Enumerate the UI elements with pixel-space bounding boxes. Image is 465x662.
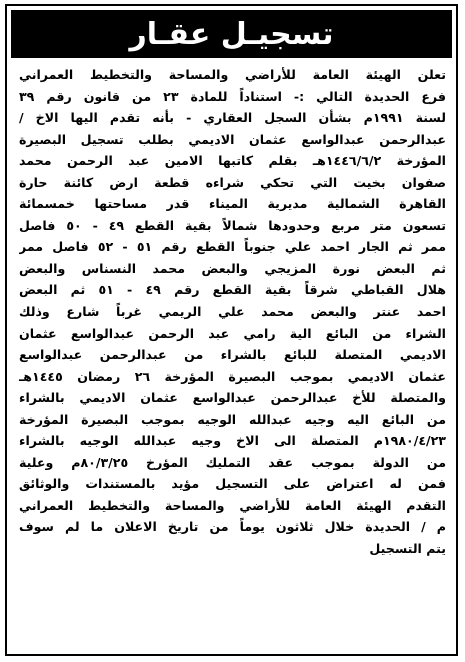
body-line-20: فمن له اعتراض على التسجيل مؤيد بالمستندات والوثائق — [19, 476, 446, 492]
body-line-11: هلال القباطي شرقاً بقية القطع رقم ٤٩ - ٥١ ثم البعض — [19, 282, 446, 298]
body-line-4: عبدالرحمن عبدالواسع عثمان الاديمي بطلب تسجيل البصيرة — [19, 131, 446, 147]
body-line-1: تعلن الهيئة العامة للأراضي والمساحة والتخطيط العمراني — [19, 67, 446, 82]
body-line-14: الاديمي المتصلة للبائع بالشراء من عبدالرحمن عبدالواسع — [19, 347, 446, 363]
body-line-21: التقدم الهيئة العامة للأراضي والمساحة والتخطيط العمراني — [19, 497, 446, 513]
body-line-18: ١٩٨٠/٤/٢٣م المتصلة الى الاخ وجيه عبدالله الوجيه بالشراء — [19, 433, 446, 449]
body-line-22: م / الحديدة خلال ثلاثون يوماً من تاريخ الاعلان ما لم سوف — [19, 519, 446, 535]
body-line-8: تسعون متر مربع وحدودها شمالاً بقية القطع ٤٩ - ٥٠ فاصل — [19, 217, 446, 233]
notice-box — [5, 4, 458, 656]
body-line-6: صفوان بخيت التي تحكي شراءه قطعة ارض كائنة حارة — [19, 174, 446, 190]
body-line-17: من البائع اليه وجيه عبدالله الوجيه بموجب البصيرة المؤرخة — [19, 411, 446, 427]
body-line-15: عثمان الاديمي بموجب البصيرة المؤرخة ٢٦ رمضان ١٤٤٥هـ — [19, 368, 446, 384]
notice-title: تسجيـل عقـار — [129, 16, 334, 52]
body-line-23: يتم التسجيل — [369, 541, 446, 557]
body-line-19: من الدولة بموجب عقد التمليك المؤرخ ٨٠/٣/٢٥م وعلية — [19, 454, 446, 470]
body-line-9: ممر ثم الجار احمد علي جنوباً القطع رقم ٥١ - ٥٢ فاصل ممر — [19, 239, 446, 255]
notice-body — [19, 64, 446, 560]
body-line-3: لسنة ١٩٩١م بشأن السجل العقاري - بأنه تقدم اليها الاخ / — [19, 110, 446, 126]
body-line-2: فرع الحديدة التالي :- استناداً للمادة ٢٣ من قانون رقم ٣٩ — [19, 88, 446, 104]
body-line-13: الشراء من البائع الية رامي عبد الرحمن عبدالواسع عثمان — [19, 325, 446, 341]
body-line-7: القاهرة الشمالية مديرية الميناء قدر مساحتها خمسمائة — [19, 196, 446, 212]
body-line-5: المؤرخة ١٤٤٦/٦/٢هـ بقلم كاتبها الامين عبد الرحمن محمد — [19, 153, 446, 169]
title-bar — [11, 10, 452, 58]
body-line-10: ثم البعض نورة المزيجي والبعض محمد النسناس والبعض — [19, 260, 446, 276]
body-line-16: والمتصلة للأخ عبدالرحمن عبدالواسع عثمان الاديمي بالشراء — [19, 390, 446, 406]
body-line-12: احمد عنتر والبعض محمد علي الريمي غرباً شارع وذلك — [19, 304, 446, 320]
